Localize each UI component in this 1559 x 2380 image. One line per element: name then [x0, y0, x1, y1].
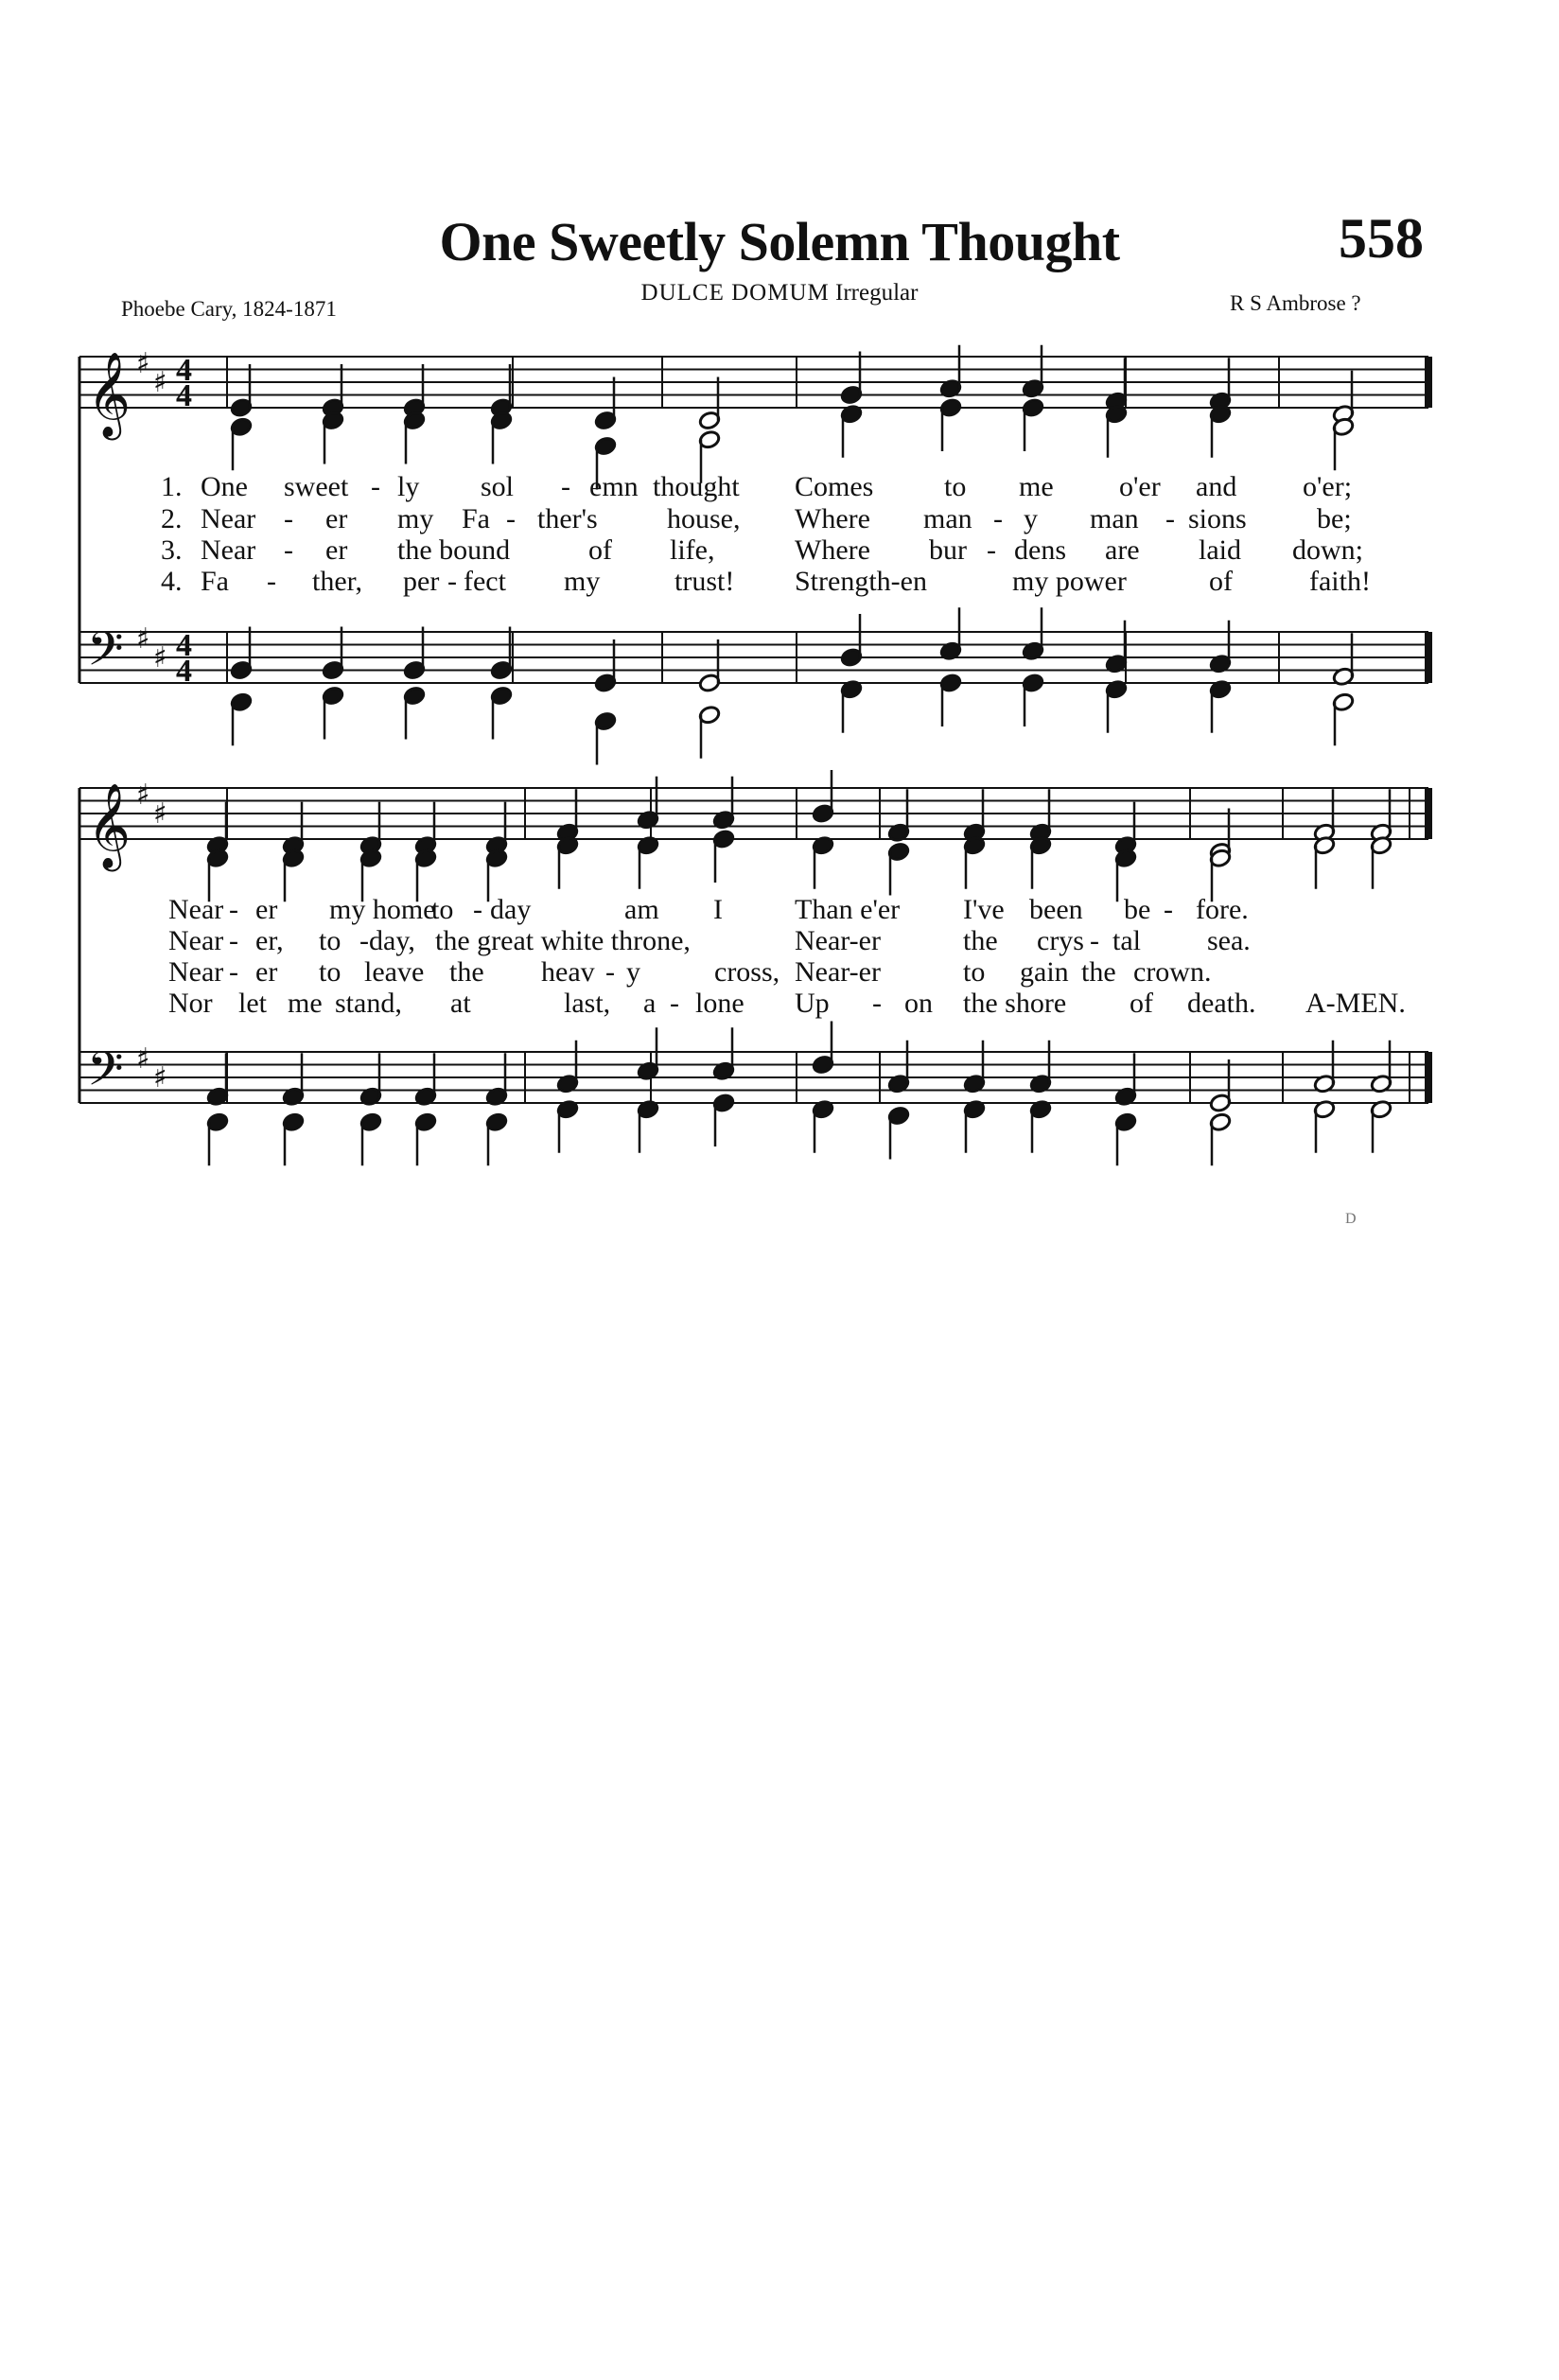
- system1-verse2-syllable: y: [1024, 503, 1038, 534]
- system1-verse1-syllable: -: [561, 471, 570, 502]
- system2-verse2-syllable: -: [229, 925, 238, 956]
- system2-verse3-syllable: to: [963, 956, 986, 988]
- system2-verse4-syllable: Nor: [168, 988, 213, 1019]
- system1-verse3-syllable: bur: [929, 534, 967, 566]
- system2-verse1-syllable: fore.: [1196, 894, 1249, 925]
- sharp-icon: ♯: [153, 1061, 167, 1094]
- system1-verse3-syllable: -: [284, 534, 293, 566]
- sharp-icon: ♯: [136, 1041, 150, 1076]
- system2-verse3-syllable: to: [319, 956, 342, 988]
- system2-verse4-syllable: of: [1130, 988, 1153, 1019]
- system1-verse4-syllable: my: [564, 566, 601, 597]
- system2-verse2-syllable: day,: [369, 925, 415, 956]
- system1-verse3-syllable: down;: [1292, 534, 1363, 566]
- tune-name: DULCE DOMUM: [640, 280, 830, 306]
- system2-verse3-syllable: the: [1081, 956, 1116, 988]
- system2-verse4-syllable: me: [288, 988, 323, 1019]
- system1-verse1-syllable: o'er: [1119, 471, 1161, 502]
- system2-verse1-syllable: I: [713, 894, 723, 925]
- system1-verse2-syllable: 2.: [161, 503, 183, 534]
- system1-verse4-syllable: my power: [1012, 566, 1127, 597]
- system1-verse1-syllable: One: [201, 471, 248, 502]
- system2-verse1-syllable: I've: [963, 894, 1005, 925]
- treble-clef-icon: 𝄞: [87, 783, 131, 868]
- system1-verse2-syllable: be;: [1317, 503, 1352, 534]
- system1-verse2-syllable: er: [325, 503, 348, 534]
- system2-verse4-syllable: Up: [795, 988, 830, 1019]
- hymn-title: One Sweetly Solemn Thought: [439, 211, 1120, 272]
- system2-verse2-syllable: the great white throne,: [435, 925, 691, 956]
- system2-verse3-syllable: y: [626, 956, 640, 988]
- system1-verse1-syllable: o'er;: [1303, 471, 1353, 502]
- system1-verse1-syllable: thought: [653, 471, 740, 502]
- system1-verse2-syllable: Near: [201, 503, 256, 534]
- amen-text: A-MEN.: [1305, 988, 1406, 1019]
- system2-verse1-syllable: be: [1124, 894, 1151, 925]
- system2-verse4-syllable: last,: [564, 988, 611, 1019]
- system1-verse1-syllable: me: [1019, 471, 1054, 502]
- system2-verse4-syllable: on: [904, 988, 933, 1019]
- system2-verse1-syllable: Near: [168, 894, 224, 925]
- system1-verse1-syllable: ly: [397, 471, 420, 502]
- system1-verse3-syllable: 3.: [161, 534, 183, 566]
- system1-verse4-syllable: faith!: [1309, 566, 1371, 597]
- system1-verse3-syllable: of: [588, 534, 612, 566]
- system1-verse1-syllable: Comes: [795, 471, 874, 502]
- system2-verse3-syllable: heav: [541, 956, 595, 988]
- system2-verse4-syllable: -: [872, 988, 882, 1019]
- system2-verse4-syllable: death.: [1187, 988, 1256, 1019]
- system1-verse4-syllable: trust!: [674, 566, 735, 597]
- stray-mark: D: [1345, 1211, 1357, 1227]
- system2-verse2-syllable: crys: [1037, 925, 1084, 956]
- system2-verse4-syllable: lone: [695, 988, 744, 1019]
- sharp-icon: ♯: [136, 621, 150, 656]
- system1-verse1-syllable: to: [944, 471, 967, 502]
- system1-verse3-syllable: -: [987, 534, 996, 566]
- system1-verse3-syllable: dens: [1014, 534, 1066, 566]
- system2-verse2-syllable: the: [963, 925, 998, 956]
- system1-verse3-syllable: Where: [795, 534, 870, 566]
- system2-verse2-syllable: Near: [168, 925, 224, 956]
- system1-verse2-syllable: man: [923, 503, 972, 534]
- system1-verse2-syllable: -: [284, 503, 293, 534]
- system2-verse3-syllable: Near: [168, 956, 224, 988]
- system2-verse1-syllable: -: [473, 894, 482, 925]
- system1-verse3-syllable: life,: [670, 534, 715, 566]
- system1-verse1-syllable: sweet: [284, 471, 349, 502]
- system2-verse2-syllable: er,: [255, 925, 284, 956]
- sharp-icon: ♯: [136, 778, 150, 812]
- system2-verse3-syllable: gain: [1020, 956, 1069, 988]
- system1-verse3-syllable: laid: [1199, 534, 1241, 566]
- system1-verse3-syllable: are: [1105, 534, 1140, 566]
- system1-verse2-syllable: -: [506, 503, 516, 534]
- system2-verse1-syllable: been: [1029, 894, 1083, 925]
- system2-verse4-syllable: let: [238, 988, 267, 1019]
- system1-verse4-syllable: Strength-en: [795, 566, 927, 597]
- system2-verse4-syllable: stand,: [335, 988, 402, 1019]
- system1-verse4-syllable: of: [1209, 566, 1233, 597]
- sharp-icon: ♯: [153, 366, 167, 399]
- system2-verse3-syllable: the: [449, 956, 484, 988]
- system2-verse2-syllable: -: [359, 925, 369, 956]
- system1-verse2-syllable: -: [1165, 503, 1175, 534]
- system2-verse2-syllable: tal: [1112, 925, 1141, 956]
- time-signature-digit: 4: [176, 378, 192, 413]
- system2-verse1-syllable: Than e'er: [795, 894, 901, 925]
- system1-verse2-syllable: ther's: [537, 503, 598, 534]
- system2-verse4-syllable: at: [450, 988, 471, 1019]
- system1-verse1-syllable: emn: [589, 471, 639, 502]
- system1-verse2-syllable: Where: [795, 503, 870, 534]
- system2-verse3-syllable: Near-er: [795, 956, 881, 988]
- time-signature-digit: 4: [176, 628, 192, 663]
- system1-verse2-syllable: Fa: [462, 503, 490, 534]
- time-signature-digit: 4: [176, 654, 192, 689]
- system1-verse1-syllable: and: [1196, 471, 1237, 502]
- bass-clef-icon: 𝄢: [87, 621, 124, 689]
- system1-verse1-syllable: sol: [481, 471, 515, 502]
- system2-verse2-syllable: -: [1090, 925, 1099, 956]
- system2-verse2-syllable: Near-er: [795, 925, 881, 956]
- system2-verse1-syllable: day: [490, 894, 532, 925]
- system2-verse3-syllable: crown.: [1133, 956, 1212, 988]
- system1-verse4-syllable: 4.: [161, 566, 183, 597]
- system1-verse4-syllable: fect: [464, 566, 506, 597]
- system2-verse3-syllable: leave: [364, 956, 425, 988]
- bass-clef-icon: 𝄢: [87, 1041, 124, 1109]
- system1-verse4-syllable: per: [403, 566, 440, 597]
- author-credit: Phoebe Cary, 1824-1871: [121, 297, 337, 321]
- composer-credit: R S Ambrose ?: [1230, 291, 1361, 315]
- system2-verse3-syllable: er: [255, 956, 278, 988]
- system2-verse2-syllable: sea.: [1207, 925, 1251, 956]
- system1-verse4-syllable: -: [447, 566, 457, 597]
- system1-verse3-syllable: the bound: [397, 534, 511, 566]
- system2-verse3-syllable: cross,: [714, 956, 780, 988]
- system1-verse4-syllable: -: [267, 566, 276, 597]
- system1-verse1-syllable: -: [371, 471, 380, 502]
- system1-verse2-syllable: sions: [1188, 503, 1247, 534]
- time-signature-digit: 4: [176, 353, 192, 388]
- sharp-icon: ♯: [136, 346, 150, 380]
- system2-verse1-syllable: -: [1164, 894, 1173, 925]
- system2-verse4-syllable: the shore: [963, 988, 1067, 1019]
- system2-verse4-syllable: a: [643, 988, 657, 1019]
- system1-verse2-syllable: my: [397, 503, 434, 534]
- sharp-icon: ♯: [153, 797, 167, 831]
- system1-verse2-syllable: -: [993, 503, 1003, 534]
- system1-verse3-syllable: er: [325, 534, 348, 566]
- system2-verse1-syllable: to: [431, 894, 454, 925]
- system1-verse4-syllable: ther,: [312, 566, 362, 597]
- system1-verse1-syllable: 1.: [161, 471, 183, 502]
- system2-verse1-syllable: am: [624, 894, 659, 925]
- system1-verse3-syllable: Near: [201, 534, 256, 566]
- system1-verse4-syllable: Fa: [201, 566, 229, 597]
- system2-verse1-syllable: er: [255, 894, 278, 925]
- sharp-icon: ♯: [153, 641, 167, 674]
- system2-verse1-syllable: -: [229, 894, 238, 925]
- system2-verse4-syllable: -: [670, 988, 679, 1019]
- system1-verse2-syllable: man: [1090, 503, 1139, 534]
- system1-verse2-syllable: house,: [667, 503, 741, 534]
- system2-verse3-syllable: -: [229, 956, 238, 988]
- tune-meter: Irregular: [835, 280, 919, 306]
- system2-verse2-syllable: to: [319, 925, 342, 956]
- system2-verse3-syllable: -: [605, 956, 615, 988]
- hymn-number: 558: [1339, 207, 1424, 270]
- system2-verse1-syllable: my home: [329, 894, 436, 925]
- treble-clef-icon: 𝄞: [87, 352, 131, 437]
